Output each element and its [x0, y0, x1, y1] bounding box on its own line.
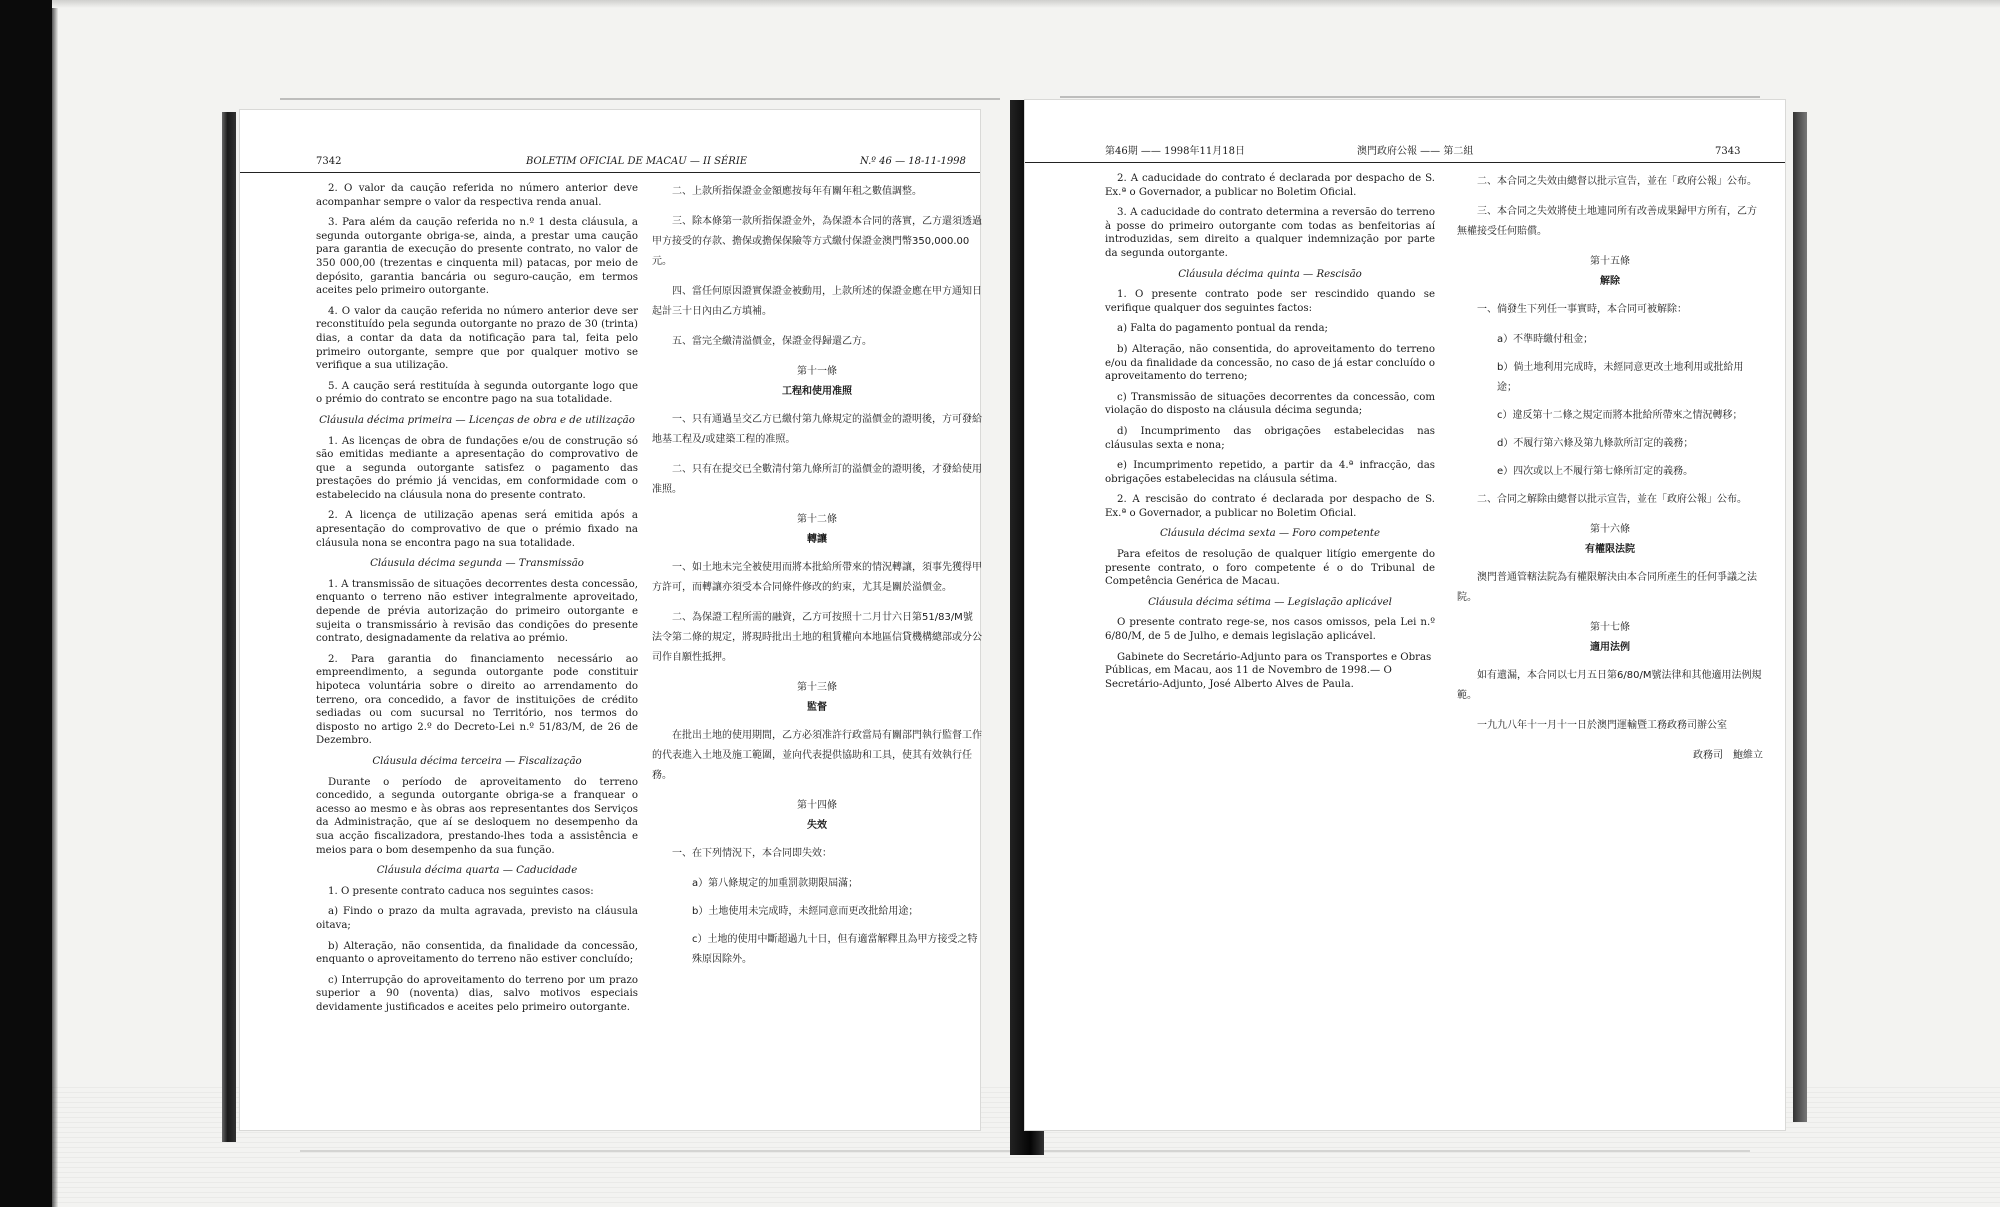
scan-streak [280, 98, 1000, 100]
paragraph: 1. A transmissão de situações decorrentes desta concessão, enquanto o terreno não estiver integralmente aproveitado, depende de prévia autorização do primeiro outorgante e sujeita o transmissário à revisão das condições do presente contrato, designadamente da relativa ao prémio. [316, 578, 638, 645]
paragraph: 五、當完全繳清溢價金，保證金得歸還乙方。 [672, 336, 872, 347]
paragraph: 二、本合同之失效由總督以批示宣告，並在「政府公報」公布。 [1477, 176, 1757, 187]
article-title: 適用法例 [1590, 642, 1630, 653]
paragraph: d) Incumprimento das obrigações estabelecidas nas cláusulas sexta e nona; [1105, 425, 1435, 451]
portuguese-column [316, 182, 638, 1021]
list-item: d）不履行第六條及第九條款所訂定的義務； [1497, 438, 1694, 449]
scan-edge-gradient [52, 0, 58, 1207]
article-number: 第十七條 [1590, 622, 1630, 633]
date-line: 一九九八年十一月十一日於澳門運輸暨工務政務司辦公室 [1477, 720, 1727, 731]
clause-heading: Cláusula décima sexta — Foro competente [1159, 528, 1381, 540]
paragraph: 三、除本條第一款所指保證金外，為保證本合同的落實，乙方還須透過甲方接受的存款、擔保或擔保保險等方式繳付保證金澳門幣350,000.00元。 [652, 216, 982, 267]
paragraph: 1. As licenças de obra de fundações e/ou de construção só são emitidas mediante a apresentação do comprovativo de que a segunda outorgante satisfez o pagamento das prestações do prémio já vencidas, em conformidade com o estabelecido na cláusula nona do presente contrato. [316, 435, 638, 501]
paragraph: 二、只有在提交已全數清付第九條所訂的溢價金的證明後，才發給使用准照。 [652, 464, 982, 495]
scan-streak [1060, 96, 1760, 98]
scan-dark-edge [0, 0, 52, 1207]
article-number: 第十四條 [797, 800, 837, 811]
paragraph: 二、上款所指保證金金額應按每年有關年租之數值調整。 [672, 186, 922, 197]
signature: 政務司 鮑維立 [1693, 750, 1763, 761]
paragraph: 1. O presente contrato pode ser rescindido quando se verifique qualquer dos seguintes factos: [1105, 289, 1435, 314]
paragraph: 2. A rescisão do contrato é declarada por despacho de S. Ex.ª o Governador, a publicar no Boletim Oficial. [1105, 494, 1435, 519]
paragraph: 5. A caução será restituída à segunda outorgante logo que o prémio do contrato se encontre pago na sua totalidade. [316, 380, 638, 406]
paragraph: 2. A licença de utilização apenas será emitida após a apresentação do comprovativo de que o prémio fixado na cláusula nona se encontra pago na sua totalidade. [316, 510, 638, 549]
journal-title: BOLETIM OFICIAL DE MACAU — II SÉRIE [526, 156, 748, 167]
paragraph: 三、本合同之失效將使土地連同所有改善成果歸甲方所有，乙方無權接受任何賠償。 [1457, 206, 1757, 237]
paragraph: 如有遺漏，本合同以七月五日第6/80/M號法律和其他適用法例規範。 [1457, 670, 1762, 701]
clause-heading: Cláusula décima primeira — Licenças de obra e de utilização [319, 414, 635, 426]
clause-heading: Cláusula décima quarta — Caducidade [376, 865, 578, 877]
article-number: 第十二條 [797, 514, 837, 525]
paragraph: O presente contrato rege-se, nos casos omissos, pela Lei n.º 6/80/M, de 5 de Julho, e demais legislação aplicável. [1105, 617, 1435, 643]
paragraph: 2. Para garantia do financiamento necessário ao empreendimento, a segunda outorgante pode constituir hipoteca voluntária sobre o direito ao arrendamento do terreno, ora concedido, a favor de instituições de crédito sediadas ou com sucursal no Território, nos termos do disposto no artigo 2.º do Decreto-Lei n.º 51/83/M, de 26 de Dezembro. [316, 653, 638, 747]
clause-heading: Cláusula décima terceira — Fiscalização [372, 755, 582, 767]
paragraph: 2. O valor da caução referida no número anterior deve acompanhar sempre o valor da respectiva renda anual. [316, 183, 638, 208]
clause-heading: Cláusula décima segunda — Transmissão [370, 558, 584, 570]
article-title: 解除 [1600, 276, 1620, 287]
paragraph: 1. O presente contrato caduca nos seguintes casos: [328, 885, 594, 897]
paragraph: a) Findo o prazo da multa agravada, previsto na cláusula oitava; [316, 906, 638, 931]
article-number: 第十六條 [1590, 524, 1630, 535]
clause-heading: Cláusula décima sétima — Legislação aplicável [1148, 596, 1392, 608]
list-item: c）違反第十二條之規定而將本批給所帶來之情況轉移； [1497, 410, 1743, 421]
binding-shadow-right [1793, 112, 1807, 1122]
list-item: c）土地的使用中斷超過九十日，但有適當解釋且為甲方接受之特殊原因除外。 [692, 934, 978, 965]
chinese-column [652, 182, 982, 978]
page-number: 7343 [1715, 146, 1741, 157]
paragraph: c) Transmissão de situações decorrentes da concessão, com violação do disposto na cláusula décima segunda; [1105, 391, 1435, 417]
scan-top-shade [52, 0, 2000, 8]
article-number: 第十三條 [797, 682, 837, 693]
portuguese-column [1105, 172, 1435, 698]
paragraph: 澳門普通管轄法院為有權限解決由本合同所產生的任何爭議之法院。 [1457, 572, 1757, 603]
article-title: 有權限法院 [1585, 544, 1635, 555]
paragraph: 3. A caducidade do contrato determina a reversão do terreno à posse do primeiro outorgante com todas as benfeitorias aí introduzidas, sem direito a qualquer indemnização por parte da segunda outorgante. [1105, 207, 1435, 259]
journal-title-zh: 澳門政府公報 —— 第二組 [1357, 146, 1474, 157]
page-number: 7342 [316, 156, 342, 167]
paragraph: Para efeitos de resolução de qualquer litígio emergente do presente contrato, o foro competente é o do Tribunal de Competência Genérica de Macau. [1105, 549, 1435, 588]
paragraph: 一、倘發生下列任一事實時，本合同可被解除： [1477, 304, 1687, 315]
paragraph: 四、當任何原因證實保證金被動用，上款所述的保證金應在甲方通知日起計三十日內由乙方填補。 [652, 286, 982, 317]
article-title: 失效 [807, 820, 827, 831]
article-number: 第十五條 [1590, 256, 1630, 267]
paragraph: 4. O valor da caução referida no número anterior deve ser reconstituído pela segunda outorgante no prazo de 30 (trinta) dias, a contar da data da notificação para tal, feita pelo primeiro outorgante, sempre que por qualquer motivo se verifique a sua utilização. [316, 305, 638, 372]
paragraph: 一、只有通過呈交乙方已繳付第九條規定的溢價金的證明後，方可發給地基工程及/或建築工程的准照。 [652, 414, 982, 445]
paragraph: Durante o período de aproveitamento do terreno concedido, a segunda outorgante obriga-se a franquear o acesso ao mesmo e às obras aos representantes dos Serviços da Administração, que aí se desloquem no desempenho da sua acção fiscalizadora, prestando-lhes toda a assistência e meios para o bom desempenho da sua função. [316, 776, 638, 856]
paragraph: b) Alteração, não consentida, do aproveitamento do terreno e/ou da finalidade da concessão, no caso de já estar concluído o aproveitamento do terreno; [1105, 343, 1435, 383]
paragraph: e) Incumprimento repetido, a partir da 4.ª infracção, das obrigações estabelecidas na cláusula sétima. [1105, 460, 1435, 485]
signature-block: Gabinete do Secretário-Adjunto para os Transportes e Obras Públicas, em Macau, aos 11 de Novembro de 1998.— O Secretário-Adjunto, José Alberto Alves de Paula. [1105, 651, 1432, 690]
paragraph: 二、合同之解除由總督以批示宣告，並在「政府公報」公布。 [1477, 494, 1747, 505]
list-item: b）土地使用未完成時，未經同意而更改批給用途； [692, 906, 919, 917]
list-item: a）不準時繳付租金； [1497, 334, 1594, 345]
article-title: 監督 [807, 702, 827, 713]
issue-date-zh: 第46期 —— 1998年11月18日 [1105, 146, 1245, 157]
paragraph: 在批出土地的使用期間，乙方必須准許行政當局有關部門執行監督工作的代表進入土地及施工範圍，並向代表提供協助和工具，使其有效執行任務。 [652, 730, 982, 781]
list-item: b）倘土地利用完成時，未經同意更改土地利用或批給用途； [1497, 362, 1744, 393]
list-item: e）四次或以上不履行第七條所訂定的義務。 [1497, 466, 1694, 477]
right-page-header [1025, 144, 1785, 163]
clause-heading: Cláusula décima quinta — Rescisão [1178, 268, 1362, 280]
paragraph: 一、如土地未完全被使用而將本批給所帶來的情況轉讓，須事先獲得甲方許可，而轉讓亦須受本合同條件修改的約束，尤其是關於溢價金。 [652, 562, 982, 593]
paragraph: 2. A caducidade do contrato é declarada por despacho de S. Ex.ª o Governador, a publicar no Boletim Oficial. [1105, 173, 1435, 198]
article-number: 第十一條 [797, 366, 837, 377]
right-page [1025, 100, 1785, 1130]
left-page [240, 110, 980, 1130]
paragraph: 一、在下列情況下，本合同即失效： [672, 848, 832, 859]
paragraph: 3. Para além da caução referida no n.º 1 desta cláusula, a segunda outorgante obriga-se, ainda, a prestar uma caução para garantia de execução do presente contrato, no valor de 350 000,00 (trezentas e cinquenta mil) patacas, por meio de depósito, garantia bancária ou seguro-caução, em termos aceites pelo primeiro outorgante. [316, 217, 638, 297]
paragraph: a) Falta do pagamento pontual da renda; [1117, 323, 1328, 335]
paragraph: b) Alteração, não consentida, da finalidade da concessão, enquanto o aproveitamento do terreno não estiver concluído; [316, 940, 638, 966]
list-item: a）第八條規定的加重罰款期限屆滿； [692, 878, 859, 889]
issue-date: N.º 46 — 18-11-1998 [860, 156, 966, 167]
paragraph: c) Interrupção do aproveitamento do terreno por um prazo superior a 90 (noventa) dias, salvo motivos especiais devidamente justificados e aceites pelo primeiro outorgante. [316, 974, 638, 1013]
binding-shadow-left [222, 112, 236, 1142]
paragraph: 二、為保證工程所需的融資，乙方可按照十二月廿六日第51/83/M號法令第二條的規定，將現時批出土地的租賃權向本地區信貸機構總部或分公司作自願性抵押。 [652, 612, 982, 663]
chinese-column [1457, 172, 1763, 776]
article-title: 轉讓 [807, 534, 827, 545]
article-title: 工程和使用准照 [782, 386, 852, 397]
left-page-header [240, 154, 980, 173]
